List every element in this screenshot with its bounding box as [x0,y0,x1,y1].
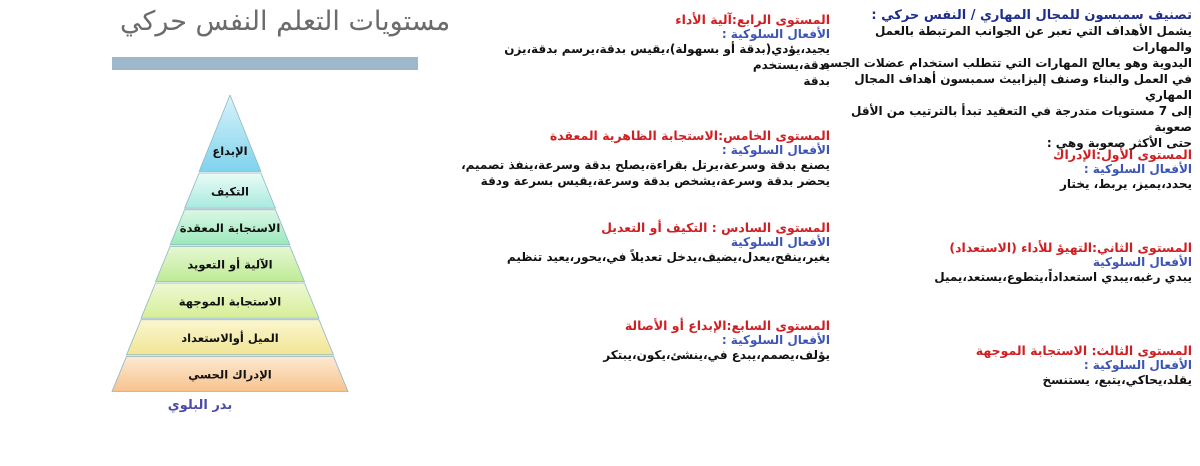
pyramid-layer-label: الاستجابة المعقدة [179,221,281,235]
intro-line: حتى الأكثر صعوبة وهي : [1046,136,1192,150]
author-credit: بدر البلوي [167,398,233,413]
level-7-verbs: يؤلف،يصمم،يبدع في،ينشئ،يكون،يبتكر [603,348,830,362]
pyramid-layer [199,95,261,172]
intro-line: إلى 7 مستويات متدرجة في التعقيد تبدأ بالترتيب من الأقل صعوبة [851,104,1192,134]
level-1-verbs: يحدد،يميز، يربط، يختار [1060,177,1192,191]
level-2-verbs: يبدي رغبه،يبدي استعداداً،يتطوع،يستعد،يميل [934,270,1192,284]
level-1-block [912,147,1192,192]
pyramid-layer-label: الإدراك الحسي [188,367,272,382]
intro-block [812,8,1192,151]
level-4-title: المستوى الرابع:آلية الأداء [675,12,830,27]
level-7-verbs-heading: الأفعال السلوكية : [721,333,830,347]
level-4-verbs-line: يجيد،يؤدي(بدقة أو بسهولة)،يقيس بدقة،يرسم بدقة،يزن بدقة،يستخدم [504,42,830,72]
level-4-verbs-line: بدقة [803,74,830,88]
page-title: مستويات التعلم النفس حركي [120,6,451,37]
level-4-block [430,12,830,89]
level-3-title: المستوى الثالث: الاستجابة الموجهة [975,343,1192,358]
level-6-block [430,220,830,265]
level-7-title: المستوى السابع:الإبداع أو الأصالة [624,318,830,333]
intro-text [812,23,1192,151]
pyramid-layer-label: الإبداع [212,144,248,158]
level-3-verbs-heading: الأفعال السلوكية : [1083,358,1192,372]
level-5-verbs-line: يصنع بدقة وسرعة،يرتل بقراءة،يصلح بدقة وسرعة،ينفذ تصميم، [461,158,830,172]
intro-line: في العمل والبناء وصنف إليزابيث سمبسون أهداف المجال المهاري [854,72,1192,102]
level-6-title: المستوى السادس : التكيف أو التعديل [601,220,830,235]
pyramid-layer-label: الميل أوالاستعداد [181,331,279,345]
level-3-block [912,343,1192,388]
intro-line: اليدوية وهو يعالج المهارات التي تتطلب استخدام عضلات الجسم [820,56,1192,70]
title-underline-bar [112,57,418,70]
intro-line: يشمل الأهداف التي تعبر عن الجوانب المرتبطة بالعمل والمهارات [874,24,1192,54]
level-1-verbs-heading: الأفعال السلوكية : [1083,162,1192,176]
level-5-block [430,128,830,189]
level-2-title: المستوى الثاني:التهيؤ للأداء (الاستعداد) [949,240,1192,255]
level-4-verbs-heading: الأفعال السلوكية : [721,27,830,41]
level-3-verbs: يقلد،يحاكي،يتبع، يستنسخ [1042,373,1192,387]
level-2-verbs-heading: الأفعال السلوكية [1092,255,1192,269]
level-7-block [430,318,830,363]
pyramid-layer-label: الآلية أو التعويد [187,257,273,272]
psychomotor-pyramid [100,95,360,393]
level-5-title: المستوى الخامس:الاستجابة الظاهرية المعقدة [549,128,830,143]
level-5-verbs-line: يحضر بدقة وسرعة،يشخص بدقة وسرعة،يقيس بسرعة ودقة [480,174,830,188]
level-4-verbs [430,41,830,89]
intro-heading: تصنيف سمبسون للمجال المهاري / النفس حركي : [871,8,1192,23]
level-5-verbs [430,157,830,189]
level-6-verbs: يغير،ينقح،يعدل،يضيف،يدخل تعديلاً في،يحور،يعيد تنظيم [506,250,830,264]
level-1-title: المستوى الأول:الإدراك [1053,147,1192,162]
level-6-verbs-heading: الأفعال السلوكية [730,235,830,249]
pyramid-layer-label: الاستجابة الموجهة [178,294,282,309]
pyramid-layer-label: التكيف [210,184,250,199]
level-2-block [892,240,1192,285]
level-5-verbs-heading: الأفعال السلوكية : [721,143,830,157]
